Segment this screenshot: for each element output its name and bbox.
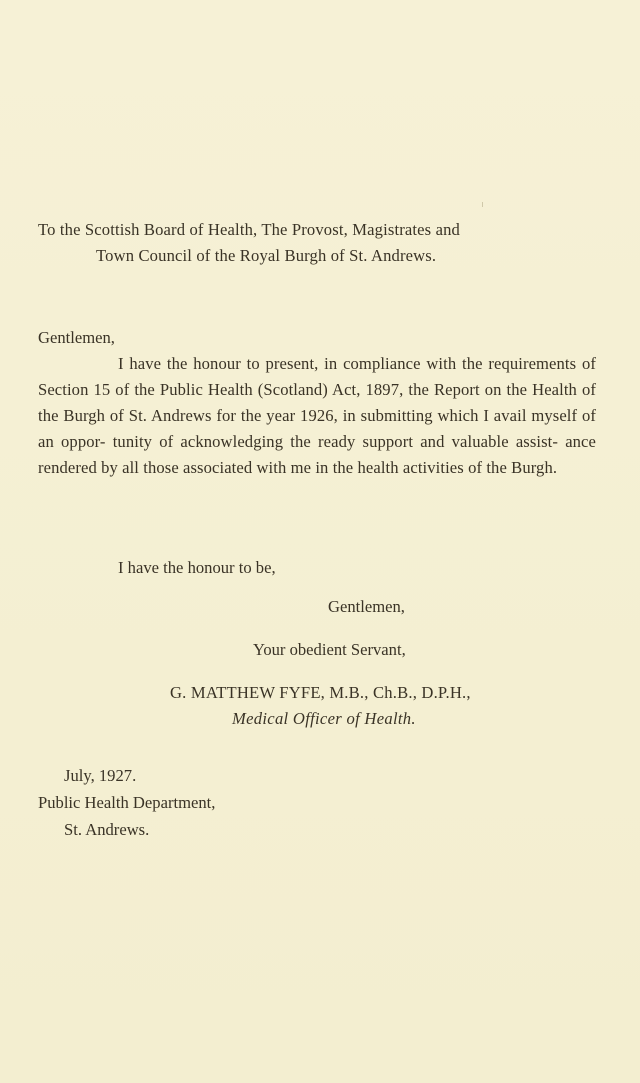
- servant-line: Your obedient Servant,: [253, 640, 406, 659]
- signature-name: G. MATTHEW FYFE, M.B., Ch.B., D.P.H.,: [170, 683, 471, 702]
- department-line: Public Health Department,: [38, 793, 216, 812]
- paper-speck: [482, 202, 483, 207]
- date-block: [38, 762, 215, 843]
- letter-date: July, 1927.: [64, 766, 137, 785]
- closing-line: I have the honour to be,: [118, 558, 276, 577]
- place-line: St. Andrews.: [64, 820, 150, 839]
- body-paragraph: I have the honour to present, in compliance with the requirements of Section 15 of the Public Health (Scotland) Act, 1897, the Report on the Health of the Burgh of St. Andrews for the year 1926, in submitting which I avail myself of an oppor- tunity of acknowledging the ready support and valuable assist- ance rendered by all those associated with me in the health activities of the Burgh.: [38, 354, 596, 477]
- closing-salutation: Gentlemen,: [328, 597, 405, 616]
- signature-title: Medical Officer of Health.: [232, 709, 416, 728]
- address-line-2: Town Council of the Royal Burgh of St. Andrews.: [96, 246, 437, 265]
- address-line-1: To the Scottish Board of Health, The Provost, Magistrates and: [38, 220, 460, 239]
- salutation: Gentlemen,: [38, 328, 115, 347]
- address-block: [38, 217, 598, 269]
